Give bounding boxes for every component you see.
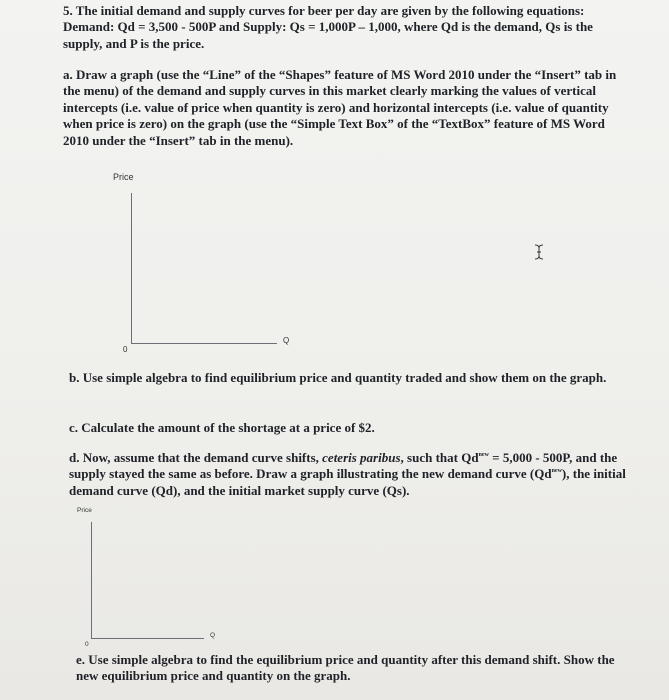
question-d-superscript-new-2: new (551, 468, 562, 475)
graph2-y-axis (91, 522, 92, 638)
graph2-origin-label: 0 (85, 641, 89, 648)
question-d-part3: = 5,000 - 500P, and the supply stayed the same as before. Draw a graph illustrating the new demand curve (Qd (69, 450, 618, 482)
question-d-part2: , such that Qd (400, 450, 479, 465)
question-5-intro: 5. The initial demand and supply curves for beer per day are given by the following equations: Demand: Qd = 3,500 - 500P and Supply: Qs = 1,000P – 1,000, where Qd is the demand, Qs is the supply, and P is the price. (63, 3, 593, 51)
question-d-ceteris-paribus: ceteris paribus (322, 450, 401, 465)
question-a: a. Draw a graph (use the “Line” of the “Shapes” feature of MS Word 2010 under the “Insert” tab in the menu) of the demand and supply curves in this market clearly marking the values of vertical intercepts (i.e. value of price when quantity is zero) and horizontal intercepts (i.e. value of quantity when price is zero) on the graph (use the “Simple Text Box” of the “TextBox” feature of MS Word 2010 under the “Insert” tab in the menu). (63, 67, 617, 148)
question-d-part4: ), the initial demand curve (Qd), and the initial market supply curve (Qs). (69, 466, 626, 498)
question-d-part1: d. Now, assume that the demand curve shifts, (69, 450, 319, 465)
question-d-superscript-new-1: new (478, 452, 489, 458)
graph1-y-axis (131, 193, 132, 343)
graph1-origin-label: 0 (123, 345, 128, 354)
graph1-y-axis-label: Price (113, 172, 134, 182)
question-c: c. Calculate the amount of the shortage at a price of $2. (69, 420, 375, 435)
graph2-x-axis (91, 638, 204, 639)
question-b: b. Use simple algebra to find equilibrium price and quantity traded and show them on the graph. (69, 370, 607, 385)
graph2-x-axis-label: Q (210, 632, 216, 639)
question-e: e. Use simple algebra to find the equilibrium price and quantity after this demand shift. Show the new equilibrium price and quantity on the graph. (76, 652, 615, 684)
text-cursor-icon (534, 244, 544, 260)
graph1-x-axis (131, 343, 277, 344)
question-d (69, 450, 629, 499)
graph1-x-axis-label: Q (283, 336, 290, 345)
graph2-y-axis-label: Price (77, 507, 92, 514)
